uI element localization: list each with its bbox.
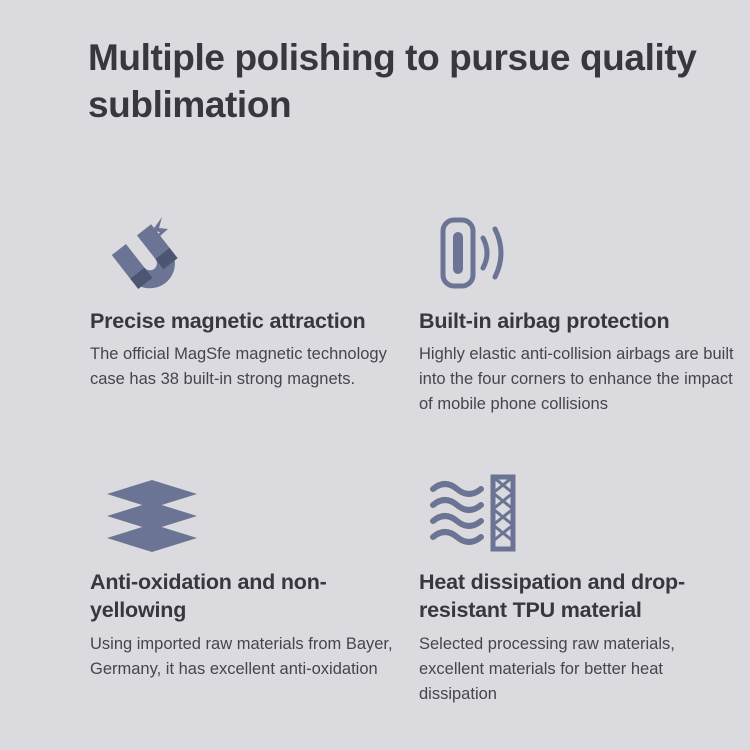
feature-card-heat-dissipation [419, 468, 750, 707]
feature-title: Anti-oxidation and non-yellowing [90, 569, 327, 623]
feature-description: The official MagSfe magnetic technology case has 38 built-in strong magnets. [90, 345, 387, 389]
feature-card-magnetic [64, 207, 419, 418]
feature-title: Heat dissipation and drop-resistant TPU material [419, 569, 685, 623]
feature-card-airbag [419, 207, 750, 418]
phone-airbag-icon [419, 207, 750, 299]
feature-title: Built-in airbag protection [419, 308, 670, 333]
page-title: Multiple polishing to pursue quality sublimation [88, 37, 697, 126]
feature-description: Highly elastic anti-collision airbags are built into the four corners to enhance the impact of mobile phone collisions [419, 345, 734, 414]
feature-grid [38, 207, 734, 707]
stacked-layers-icon [64, 468, 419, 560]
feature-description: Using imported raw materials from Bayer, Germany, it has excellent anti-oxidation [90, 634, 393, 678]
heat-waves-icon [419, 468, 750, 560]
feature-card-anti-oxidation [64, 468, 419, 707]
feature-title: Precise magnetic attraction [90, 308, 366, 333]
magnet-icon [64, 207, 419, 299]
feature-description: Selected processing raw materials, excellent materials for better heat dissipation [419, 634, 675, 703]
